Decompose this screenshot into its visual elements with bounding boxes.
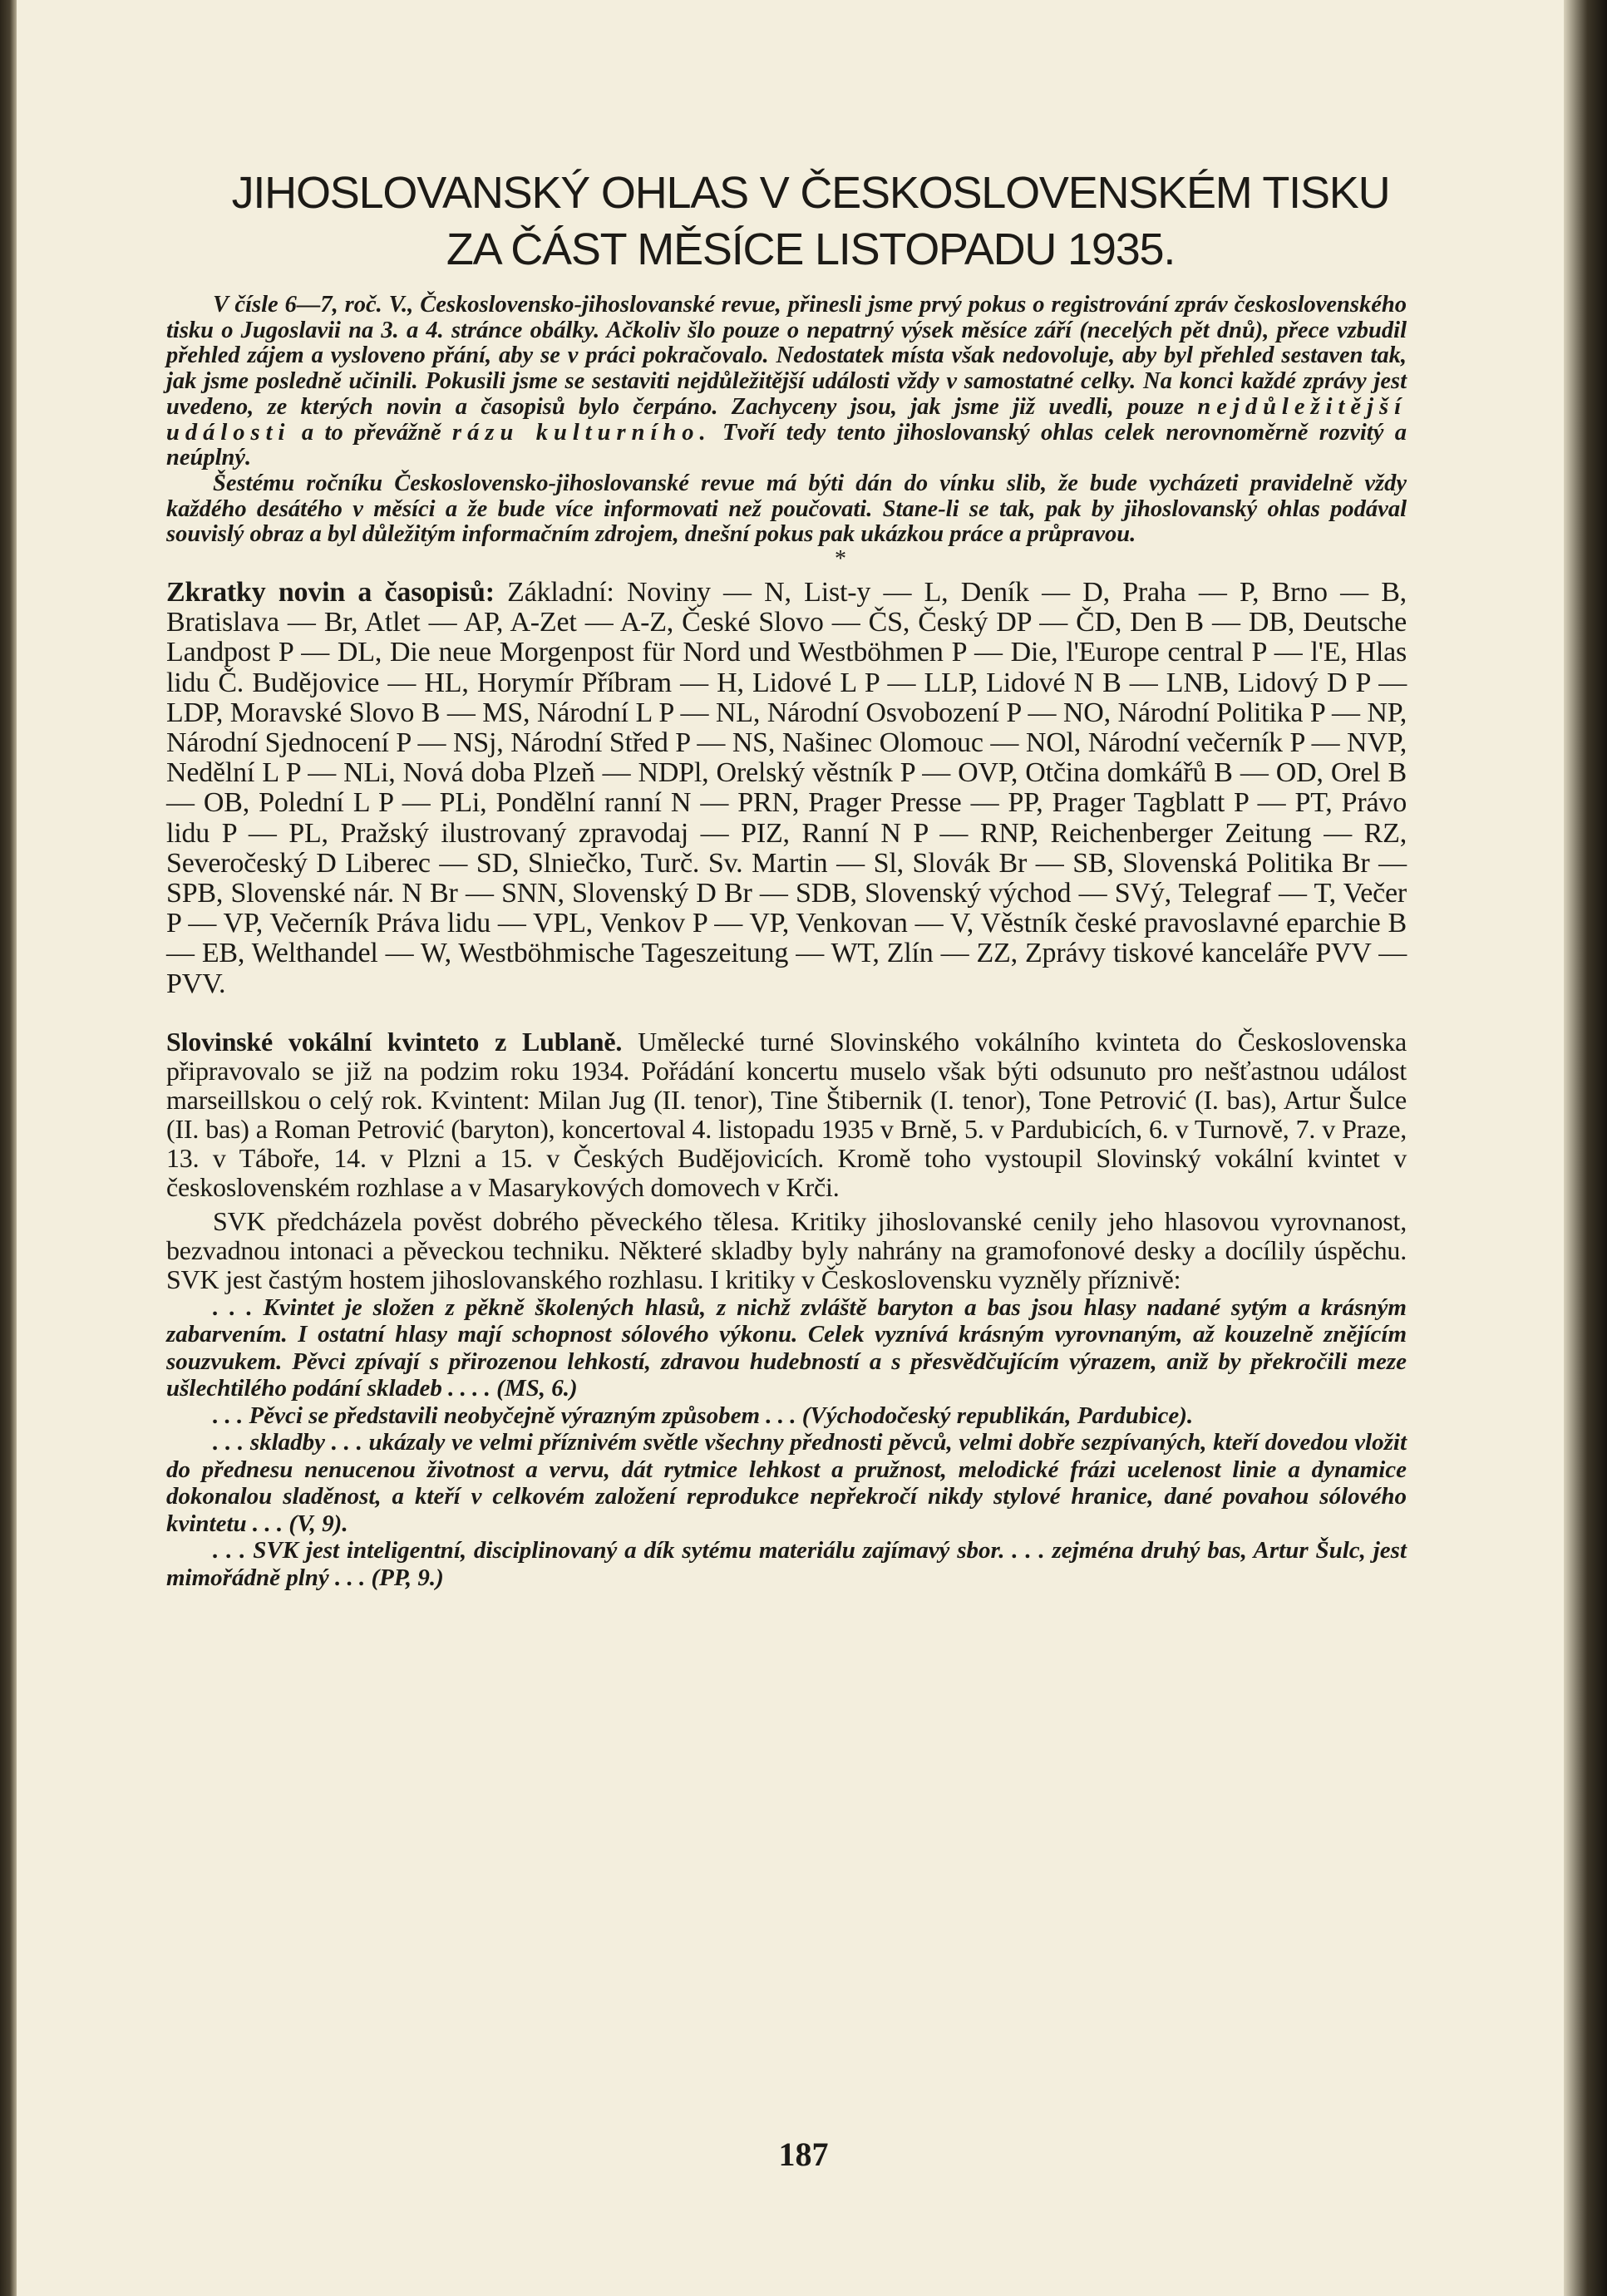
spaced-emphasis-2: rázu kulturního. <box>452 419 712 446</box>
article-body <box>166 293 1407 1591</box>
separator-star: * <box>835 546 846 573</box>
intro-text-c: Tvoří tedy tento jihoslovanský ohlas celek nerovnoměrně rozvitý a neúplný. <box>166 419 1407 471</box>
review-quote: . . . Kvintet je složen z pěkně školených hlasů, z nichž zvláště baryton a bas jsou hlasy nadané sytým a krásným zabarvením. I ostatní hlasy mají schopnost sólového výkonu. Celek vyznívá krásným vyrovnaným, až kouzelně znějícím souzvukem. Pěvci zpívají s přirozenou lehkostí, zdravou hudebností a s přesvědčujícím výrazem, aniž by překročili meze ušlechtilého podání skladeb . . . . (MS, 6.) <box>166 1293 1407 1402</box>
page-title <box>125 165 1496 278</box>
abbreviations-list: Základní: Noviny — N, List-y — L, Deník — D, Praha — P, Brno — B, Bratislava — Br, Atlet — AP, A-Zet — A-Z, České Slovo — ČS, Český DP — ČD, Den B — DB, Deutsche Landpost P — DL, Die neue Morgenpost für Nord und Westböhmen P — Die, l'Europe central P — l'E, Hlas lidu Č. Budějovice — HL, Horymír Příbram — H, Lidové L P — LLP, Lidové N B — LNB, Lidový D P — LDP, Moravské Slovo B — MS, Národní L P — NL, Národní Osvobození P — NO, Národní Politika P — NP, Národní Sjednocení P — NSj, Národní Střed P — NS, Našinec Olomouc — NOl, Národní večerník P — NVP, Nedělní L P — NLi, Nová doba Plzeň — NDPl, Orelský věstník P — OVP, Otčina domkářů B — OD, Orel B — OB, Polední L P — PLi, Pondělní ranní N — PRN, Prager Presse — PP, Prager Tagblatt P — PT, Právo lidu P — PL, Pražský ilustrovaný zpravodaj — PIZ, Ranní N P — RNP, Reichenberger Zeitung — RZ, Severočeský D Liberec — SD, Slniečko, Turč. Sv. Martin — Sl, Slovák Br — SB, Slovenská Politika Br — SPB, Slovenské nár. N Br — SNN, Slovenský D Br — SDB, Slovenský východ — SVý, Telegraf — T, Večer P — VP, Večerník Práva lidu — VPL, Venkov P — VP, Venkovan — V, Věstník české pravoslavné eparchie B — EB, Welthandel — W, Westböhmische Tageszeitung — WT, Zlín — ZZ, Zprávy tiskové kanceláře PVV — PVV. <box>166 577 1407 999</box>
review-quote: . . . skladby . . . ukázaly ve velmi příznivém světle všechny přednosti pěvců, velmi dobře sezpívaných, kteří dovedou vložit do přednesu nenucenou životnost a vervu, dát rytmice lehkost a pružnost, melodické frázi ucelenost linie a dynamice dokonalou sladěnost, a kteří v celkovém založení reprodukce nepřekročí nikdy stylové hranice, dané povahou sólového kvintetu . . . (V, 9). <box>166 1429 1407 1537</box>
abbreviations-heading: Zkratky novin a časopisů: <box>166 577 495 608</box>
review-quote: . . . SVK jest inteligentní, disciplinovaný a dík sytému materiálu zajímavý sbor. . . . zejména druhý bas, Artur Šulc, jest mimořádně plný . . . (PP, 9.) <box>166 1537 1407 1591</box>
article-paragraph-1 <box>166 1027 1407 1202</box>
page-number: 187 <box>778 2136 829 2173</box>
spaced-emphasis-1: nejdůležitější události <box>166 393 1407 446</box>
article-paragraph-2: SVK předcházela pověst dobrého pěveckého tělesa. Kritiky jihoslovanské cenily jeho hlasovou vyrovnanost, bezvadnou intonaci a pěveckou techniku. Některé skladby byly nahrány na gramofonové desky a docílily úspěchu. SVK jest častým hostem jihoslovanského rozhlasu. I kritiky v Československu vyzněly příznivě: <box>166 1205 1407 1294</box>
book-binding-shadow <box>0 0 17 2296</box>
title-line-1: JIHOSLOVANSKÝ OHLAS V ČESKOSLOVENSKÉM TISKU <box>231 168 1390 218</box>
intro-text-b: a to převážně <box>301 419 441 446</box>
intro-section <box>166 293 1407 548</box>
intro-paragraph-2: Šestému ročníku Československo-jihoslovanské revue má býti dán do vínku slib, že bude vycházeti pravidelně vždy každého desátého v měsíci a že bude více informovati než poučovati. Stane-li se tak, pak by jihoslovanský ohlas podával souvislý obraz a byl důležitým informačním zdrojem, dnešní pokus pak ukázkou práce a průpravou. <box>166 470 1407 548</box>
article-heading: Slovinské vokální kvinteto z Lublaně. <box>166 1026 623 1057</box>
page-edge-shadow <box>1564 0 1607 2296</box>
intro-paragraph-1 <box>166 293 1407 471</box>
intro-text-a: V čísle 6—7, roč. V., Československo-jihoslovanské revue, přinesli jsme prvý pokus o registrování zpráv československého tisku o Jugoslavii na 3. a 4. stránce obálky. Ačkoliv šlo pouze o nepatrný výsek měsíce září (necelých pět dnů), přece vzbudil přehled zájem a vysloveno přání, aby se v práci pokračovalo. Nedostatek místa však nedovoluje, aby byl přehled sestaven tak, jak jsme posledně učinili. Pokusili jsme se sestaviti nejdůležitější události vždy v samostatné celky. Na konci každé zprávy jest uvedeno, ze kterých novin a časopisů bylo čerpáno. Zachyceny jsou, jak jsme již uvedli, pouze <box>166 292 1407 420</box>
review-quote: . . . Pěvci se představili neobyčejně výrazným způsobem . . . (Východočeský republikán, Pardubice). <box>213 1402 1194 1429</box>
abbreviations-paragraph <box>166 578 1407 999</box>
title-line-2: ZA ČÁST MĚSÍCE LISTOPADU 1935. <box>446 224 1176 274</box>
article-text-1: Umělecké turné Slovinského vokálního kvinteta do Československa připravovalo se již na podzim roku 1934. Pořádání koncertu muselo však býti odsunuto pro nešťastnou událost marseillskou o celý rok. Kvintent: Milan Jug (II. tenor), Tine Štibernik (I. tenor), Tone Petrović (I. bas), Artur Šulce (II. bas) a Roman Petrović (baryton), koncertoval 4. listopadu 1935 v Brně, 5. v Pardubicích, 6. v Turnově, 7. v Praze, 13. v Táboře, 14. v Plzni a 15. v Českých Budějovicích. Kromě toho vystoupil Slovinský vokální kvintet v československém rozhlase a v Masarykových domovech v Krči. <box>166 1026 1407 1202</box>
